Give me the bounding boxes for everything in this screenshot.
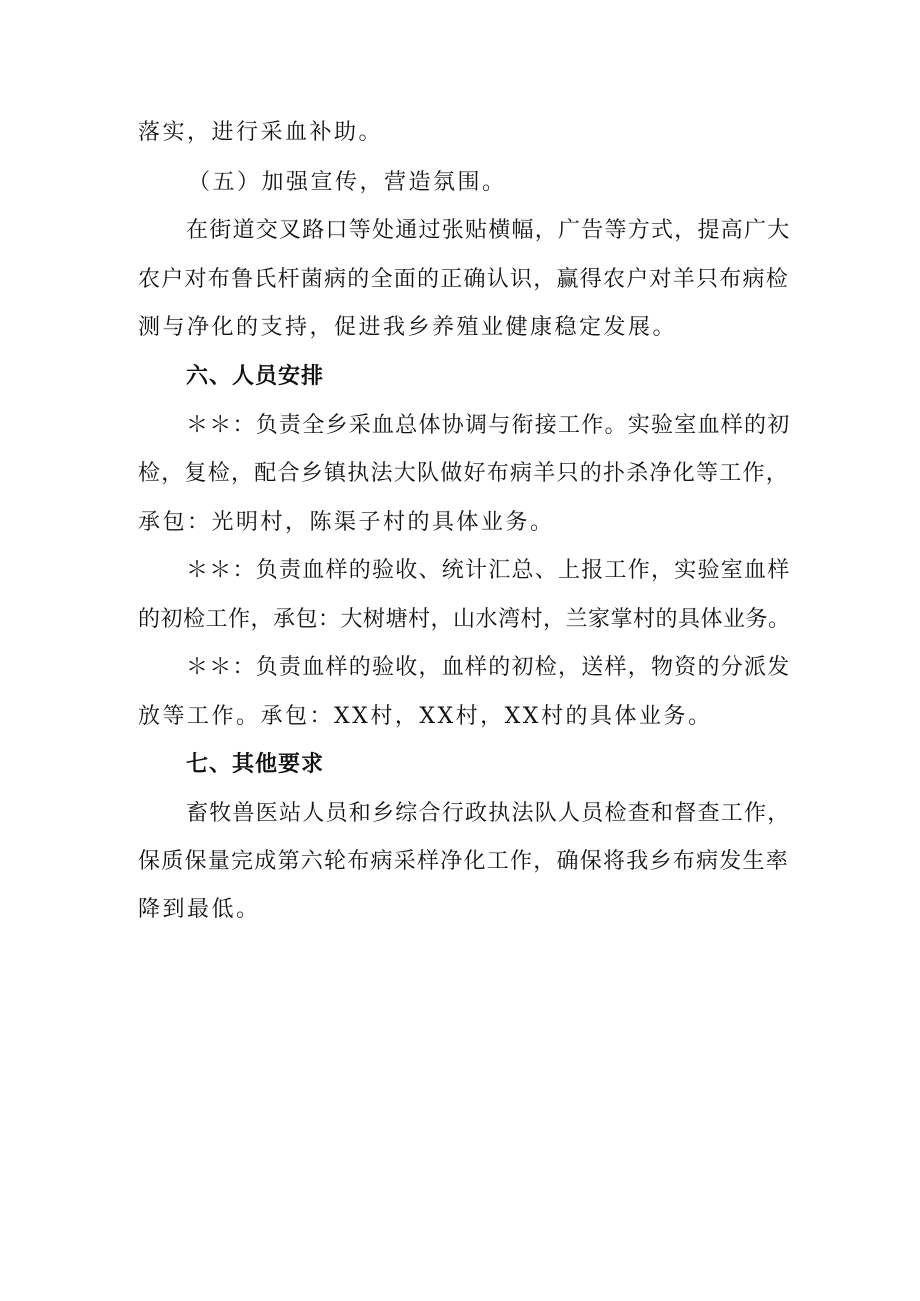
paragraph-line: 检，复检，配合乡镇执法大队做好布病羊只的扑杀净化等工作， <box>138 461 790 486</box>
paragraph-line: 落实，进行采血补助。 <box>138 120 384 145</box>
paragraph-line: 在街道交叉路口等处通过张贴横幅，广告等方式，提高广大 <box>186 218 791 243</box>
paragraph-line: 农户对布鲁氏杆菌病的全面的正确认识，赢得农户对羊只布病检 <box>138 267 790 292</box>
section-heading: 六、人员安排 <box>186 364 325 389</box>
paragraph-line: 降到最低。 <box>138 897 261 922</box>
paragraph-line: 放等工作。承包：XX村，XX村，XX村的具体业务。 <box>138 704 713 729</box>
paragraph-line: 保质保量完成第六轮布病采样净化工作，确保将我乡布病发生率 <box>138 849 790 874</box>
paragraph-line: 畜牧兽医站人员和乡综合行政执法队人员检查和督查工作， <box>186 801 791 826</box>
section-heading: 七、其他要求 <box>186 752 325 777</box>
paragraph-line: ＊＊：负责全乡采血总体协调与衔接工作。实验室血样的初 <box>186 413 791 438</box>
paragraph-line: 承包：光明村，陈渠子村的具体业务。 <box>138 510 555 535</box>
subsection-title: （五）加强宣传，营造氛围。 <box>188 170 507 195</box>
paragraph-line: 测与净化的支持，促进我乡养殖业健康稳定发展。 <box>138 315 678 340</box>
paragraph-line: ＊＊：负责血样的验收，血样的初检，送样，物资的分派发 <box>186 655 791 680</box>
paragraph-line: ＊＊：负责血样的验收、统计汇总、上报工作，实验室血样 <box>186 558 791 583</box>
paragraph-line: 的初检工作，承包：大树塘村，山水湾村，兰家掌村的具体业务。 <box>138 607 791 632</box>
